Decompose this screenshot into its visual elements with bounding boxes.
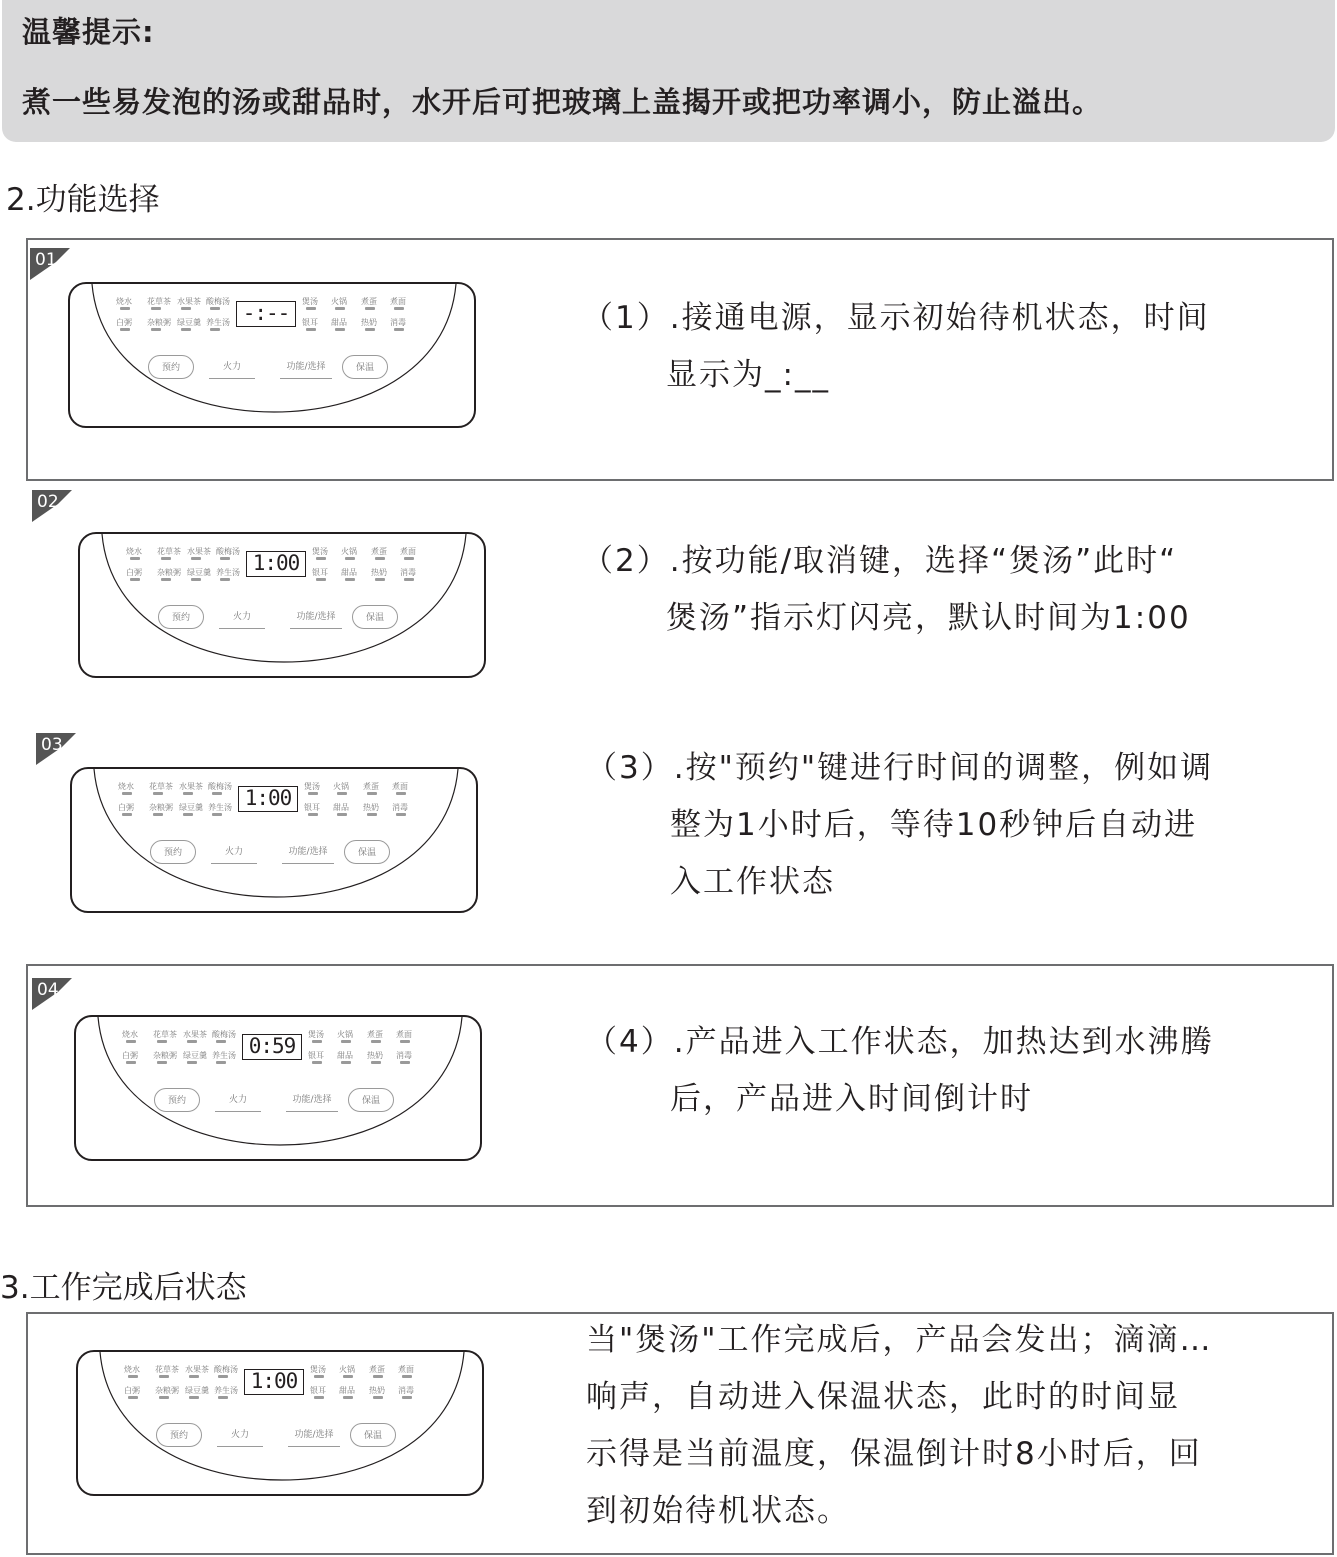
indicator-light	[181, 307, 191, 310]
section-3-title: 3.工作完成后状态	[0, 1270, 247, 1306]
panel-button: 火力	[219, 605, 265, 629]
indicator-light	[189, 1396, 199, 1399]
step-badge-number: 02	[37, 492, 59, 512]
function-label: 煮蛋	[363, 782, 379, 791]
indicator-light	[191, 557, 201, 560]
indicator-light	[365, 328, 375, 331]
final-state-text	[586, 1312, 1213, 1540]
function-label: 绿豆羹	[185, 1386, 209, 1395]
indicator-light	[212, 813, 222, 816]
lcd-display: 1:00	[238, 786, 298, 812]
function-label: 水果茶	[183, 1030, 207, 1039]
function-label: 热奶	[361, 318, 377, 327]
function-label: 煮面	[400, 547, 416, 556]
indicator-light	[316, 578, 326, 581]
function-label: 煮面	[396, 1030, 412, 1039]
step-1-line-1: （1）.接通电源，显示初始待机状态，时间	[582, 300, 1210, 336]
step-badge	[32, 978, 78, 1008]
step-badge-number: 03	[41, 735, 63, 755]
function-label: 煮蛋	[369, 1365, 385, 1374]
indicator-light	[126, 1061, 136, 1064]
indicator-light	[373, 1396, 383, 1399]
indicator-light	[153, 792, 163, 795]
indicator-light	[306, 307, 316, 310]
function-label: 煲汤	[304, 782, 320, 791]
panel-button: 保温	[344, 840, 390, 864]
function-label: 酸梅汤	[216, 547, 240, 556]
function-label: 酸梅汤	[208, 782, 232, 791]
function-label: 热奶	[367, 1051, 383, 1060]
indicator-light	[371, 1040, 381, 1043]
function-label: 杂粮粥	[157, 568, 181, 577]
function-label: 养生汤	[206, 318, 230, 327]
function-label: 甜品	[333, 803, 349, 812]
indicator-light	[220, 557, 230, 560]
control-panel	[78, 532, 486, 678]
indicator-light	[151, 328, 161, 331]
step-badge	[32, 490, 78, 520]
function-label: 热奶	[369, 1386, 385, 1395]
indicator-light	[371, 1061, 381, 1064]
indicator-light	[210, 328, 220, 331]
indicator-light	[120, 307, 130, 310]
indicator-light	[216, 1040, 226, 1043]
function-label: 煮蛋	[371, 547, 387, 556]
lcd-display: -:--	[236, 301, 296, 327]
function-label: 酸梅汤	[212, 1030, 236, 1039]
indicator-light	[312, 1040, 322, 1043]
indicator-light	[183, 792, 193, 795]
indicator-light	[402, 1396, 412, 1399]
final-line-2: 响声，自动进入保温状态，此时的时间显	[586, 1379, 1180, 1415]
indicator-light	[337, 792, 347, 795]
function-label: 火锅	[339, 1365, 355, 1374]
function-label: 煮面	[398, 1365, 414, 1374]
indicator-light	[151, 307, 161, 310]
function-label: 煲汤	[308, 1030, 324, 1039]
step-badge-number: 01	[35, 250, 57, 270]
indicator-light	[394, 307, 404, 310]
function-label: 养生汤	[214, 1386, 238, 1395]
indicator-light	[181, 328, 191, 331]
panel-button: 预约	[156, 1423, 202, 1447]
function-label: 烧水	[118, 782, 134, 791]
function-label: 火锅	[341, 547, 357, 556]
function-label: 煮蛋	[361, 297, 377, 306]
function-label: 养生汤	[208, 803, 232, 812]
control-panel	[74, 1015, 482, 1161]
tip-title: 温馨提示:	[22, 15, 155, 49]
indicator-light	[122, 792, 132, 795]
step-1-line-2: 显示为_:__	[666, 357, 830, 393]
function-label: 甜品	[331, 318, 347, 327]
function-label: 消毒	[392, 803, 408, 812]
indicator-light	[316, 557, 326, 560]
indicator-light	[341, 1061, 351, 1064]
indicator-light	[157, 1040, 167, 1043]
indicator-light	[367, 813, 377, 816]
section-2-title: 2.功能选择	[6, 182, 160, 218]
function-label: 水果茶	[185, 1365, 209, 1374]
step-4-line-2: 后，产品进入时间倒计时	[670, 1081, 1033, 1117]
control-panel	[76, 1350, 484, 1496]
indicator-light	[159, 1396, 169, 1399]
indicator-light	[130, 578, 140, 581]
indicator-light	[187, 1040, 197, 1043]
function-label: 杂粮粥	[153, 1051, 177, 1060]
function-label: 消毒	[396, 1051, 412, 1060]
indicator-light	[130, 557, 140, 560]
indicator-light	[159, 1375, 169, 1378]
indicator-light	[161, 578, 171, 581]
indicator-light	[191, 578, 201, 581]
function-label: 烧水	[122, 1030, 138, 1039]
indicator-light	[375, 578, 385, 581]
function-label: 火锅	[331, 297, 347, 306]
indicator-light	[126, 1040, 136, 1043]
indicator-light	[314, 1396, 324, 1399]
indicator-light	[335, 328, 345, 331]
indicator-light	[187, 1061, 197, 1064]
function-label: 白粥	[116, 318, 132, 327]
function-label: 煮面	[392, 782, 408, 791]
function-label: 花草茶	[147, 297, 171, 306]
function-label: 花草茶	[153, 1030, 177, 1039]
indicator-light	[306, 328, 316, 331]
indicator-light	[341, 1040, 351, 1043]
function-label: 绿豆羹	[183, 1051, 207, 1060]
step-badge	[36, 733, 82, 763]
indicator-light	[220, 578, 230, 581]
indicator-light	[216, 1061, 226, 1064]
function-label: 煲汤	[302, 297, 318, 306]
panel-button: 功能/选择	[290, 605, 342, 629]
function-label: 水果茶	[187, 547, 211, 556]
indicator-light	[122, 813, 132, 816]
function-label: 甜品	[339, 1386, 355, 1395]
final-line-1: 当"煲汤"工作完成后，产品会发出；滴滴…	[586, 1322, 1213, 1358]
function-label: 白粥	[126, 568, 142, 577]
panel-button: 预约	[150, 840, 196, 864]
function-label: 银耳	[302, 318, 318, 327]
function-label: 热奶	[371, 568, 387, 577]
indicator-light	[365, 307, 375, 310]
indicator-light	[402, 1375, 412, 1378]
function-label: 消毒	[390, 318, 406, 327]
control-panel	[70, 767, 478, 913]
panel-button: 保温	[350, 1423, 396, 1447]
function-label: 水果茶	[177, 297, 201, 306]
indicator-light	[153, 813, 163, 816]
tip-text: 煮一些易发泡的汤或甜品时，水开后可把玻璃上盖揭开或把功率调小，防止溢出。	[22, 85, 1103, 119]
function-label: 煲汤	[310, 1365, 326, 1374]
indicator-light	[183, 813, 193, 816]
function-label: 火锅	[333, 782, 349, 791]
lcd-display: 1:00	[244, 1369, 304, 1395]
panel-button: 功能/选择	[286, 1088, 338, 1112]
indicator-light	[343, 1375, 353, 1378]
step-badge	[30, 248, 76, 278]
function-label: 烧水	[124, 1365, 140, 1374]
indicator-light	[345, 578, 355, 581]
function-label: 烧水	[126, 547, 142, 556]
function-label: 火锅	[337, 1030, 353, 1039]
function-label: 白粥	[122, 1051, 138, 1060]
function-label: 花草茶	[157, 547, 181, 556]
step-4-text	[586, 1014, 1214, 1128]
tip-box	[2, 0, 1335, 142]
panel-button: 预约	[154, 1088, 200, 1112]
step-3-text	[586, 740, 1213, 911]
indicator-light	[404, 578, 414, 581]
indicator-light	[343, 1396, 353, 1399]
indicator-light	[312, 1061, 322, 1064]
function-label: 甜品	[337, 1051, 353, 1060]
function-label: 银耳	[312, 568, 328, 577]
final-line-4: 到初始待机状态。	[586, 1493, 850, 1529]
function-label: 白粥	[118, 803, 134, 812]
panel-button: 功能/选择	[288, 1423, 340, 1447]
panel-button: 预约	[158, 605, 204, 629]
indicator-light	[161, 557, 171, 560]
function-label: 杂粮粥	[155, 1386, 179, 1395]
indicator-light	[218, 1375, 228, 1378]
indicator-light	[210, 307, 220, 310]
function-label: 酸梅汤	[214, 1365, 238, 1374]
function-label: 消毒	[398, 1386, 414, 1395]
function-label: 水果茶	[179, 782, 203, 791]
indicator-light	[128, 1375, 138, 1378]
function-label: 杂粮粥	[147, 318, 171, 327]
indicator-light	[337, 813, 347, 816]
indicator-light	[308, 813, 318, 816]
indicator-light	[394, 328, 404, 331]
control-panel	[68, 282, 476, 428]
step-3-line-1: （3）.按"预约"键进行时间的调整，例如调	[586, 750, 1214, 786]
function-label: 银耳	[304, 803, 320, 812]
indicator-light	[157, 1061, 167, 1064]
function-label: 绿豆羹	[177, 318, 201, 327]
indicator-light	[404, 557, 414, 560]
function-label: 银耳	[308, 1051, 324, 1060]
panel-button: 保温	[342, 355, 388, 379]
function-label: 绿豆羹	[187, 568, 211, 577]
step-3-line-2: 整为1小时后，等待10秒钟后自动进	[670, 807, 1198, 843]
lcd-display: 0:59	[242, 1034, 302, 1060]
panel-button: 保温	[348, 1088, 394, 1112]
panel-button: 火力	[217, 1423, 263, 1447]
indicator-light	[212, 792, 222, 795]
panel-button: 火力	[211, 840, 257, 864]
step-2-line-1: （2）.按功能/取消键，选择“煲汤”此时“	[582, 543, 1178, 579]
indicator-light	[189, 1375, 199, 1378]
function-label: 热奶	[363, 803, 379, 812]
step-3-line-3: 入工作状态	[670, 864, 835, 900]
step-badge-number: 04	[37, 980, 59, 1000]
indicator-light	[400, 1040, 410, 1043]
panel-button: 预约	[148, 355, 194, 379]
panel-button: 火力	[215, 1088, 261, 1112]
step-1-text	[582, 290, 1210, 404]
function-label: 酸梅汤	[206, 297, 230, 306]
indicator-light	[335, 307, 345, 310]
function-label: 煲汤	[312, 547, 328, 556]
function-label: 银耳	[310, 1386, 326, 1395]
indicator-light	[400, 1061, 410, 1064]
indicator-light	[218, 1396, 228, 1399]
indicator-light	[120, 328, 130, 331]
panel-button: 功能/选择	[282, 840, 334, 864]
step-4-line-1: （4）.产品进入工作状态，加热达到水沸腾	[586, 1024, 1214, 1060]
panel-button: 保温	[352, 605, 398, 629]
function-label: 养生汤	[216, 568, 240, 577]
panel-button: 功能/选择	[280, 355, 332, 379]
indicator-light	[396, 792, 406, 795]
function-label: 甜品	[341, 568, 357, 577]
function-label: 煮面	[390, 297, 406, 306]
step-2-line-2: 煲汤”指示灯闪亮，默认时间为1:00	[666, 600, 1191, 636]
function-label: 白粥	[124, 1386, 140, 1395]
panel-button: 火力	[209, 355, 255, 379]
indicator-light	[314, 1375, 324, 1378]
step-2-text	[582, 533, 1191, 647]
indicator-light	[396, 813, 406, 816]
indicator-light	[308, 792, 318, 795]
final-line-3: 示得是当前温度，保温倒计时8小时后，回	[586, 1436, 1202, 1472]
indicator-light	[345, 557, 355, 560]
function-label: 绿豆羹	[179, 803, 203, 812]
indicator-light	[128, 1396, 138, 1399]
indicator-light	[375, 557, 385, 560]
function-label: 杂粮粥	[149, 803, 173, 812]
function-label: 消毒	[400, 568, 416, 577]
indicator-light	[367, 792, 377, 795]
lcd-display: 1:00	[246, 551, 306, 577]
function-label: 养生汤	[212, 1051, 236, 1060]
function-label: 煮蛋	[367, 1030, 383, 1039]
function-label: 花草茶	[155, 1365, 179, 1374]
function-label: 花草茶	[149, 782, 173, 791]
function-label: 烧水	[116, 297, 132, 306]
indicator-light	[373, 1375, 383, 1378]
